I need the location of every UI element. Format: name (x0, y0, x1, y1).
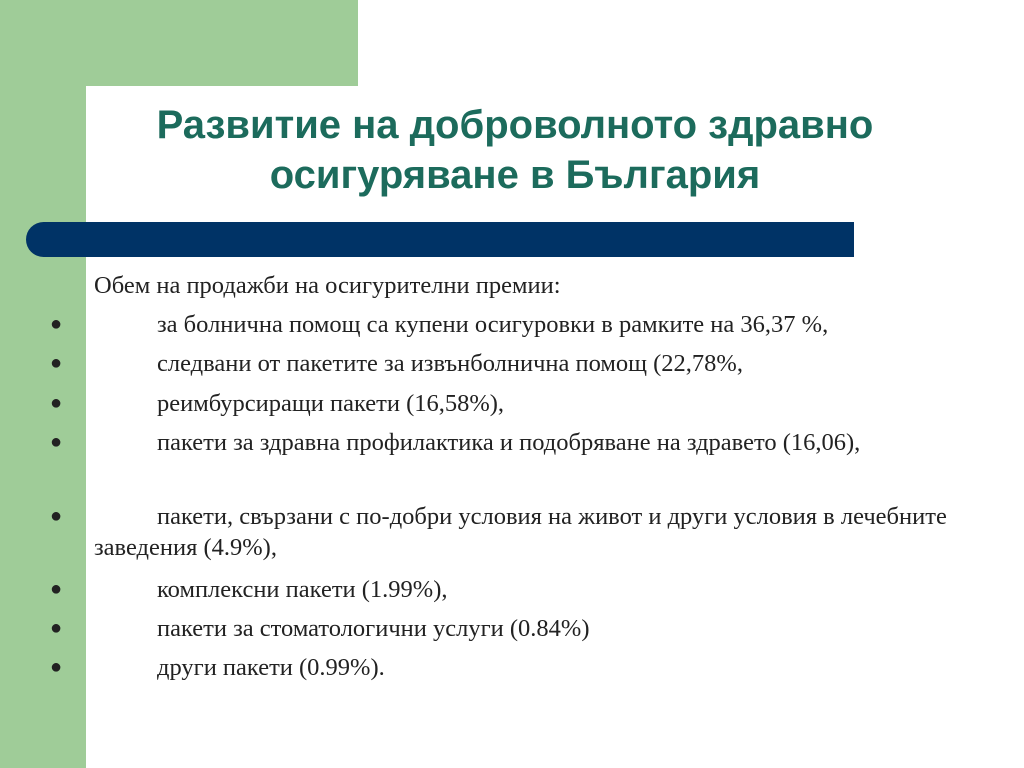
bullet-icon: ● (50, 313, 63, 335)
list-item-text: следвани от пакетите за извънболнична помощ (22,78%, (157, 350, 743, 377)
top-green-band (0, 0, 358, 86)
list-item-text: за болнична помощ са купени осигуровки в рамките на 36,37 %, (157, 311, 829, 338)
list-item-text: комплексни пакети (1.99%), (157, 576, 448, 603)
bullet-icon: ● (50, 505, 63, 527)
slide-title-line-2: осигуряване в България (269, 153, 761, 197)
bullet-icon: ● (50, 352, 63, 374)
bullet-icon: ● (50, 392, 63, 414)
bullet-icon: ● (50, 578, 63, 600)
list-item-text: пакети, свързани с по-добри условия на живот и други условия в лечебните заведения (4.9%), (94, 503, 947, 561)
list-item-text: пакети за стоматологични услуги (0.84%) (157, 615, 590, 642)
intro-text: Обем на продажби на осигурителни премии: (94, 272, 561, 299)
left-green-band (0, 0, 86, 768)
slide-title (86, 100, 944, 200)
bullet-icon: ● (50, 617, 63, 639)
list-item-text: други пакети (0.99%). (157, 654, 385, 681)
list-item-text: реимбурсиращи пакети (16,58%), (157, 390, 505, 417)
title-underline-bar (26, 222, 854, 257)
bullet-icon: ● (50, 656, 63, 678)
slide-title-line-1: Развитие на доброволното здравно (156, 103, 874, 147)
bullet-icon: ● (50, 431, 63, 453)
list-item-text: пакети за здравна профилактика и подобряване на здравето (16,06), (157, 429, 861, 456)
